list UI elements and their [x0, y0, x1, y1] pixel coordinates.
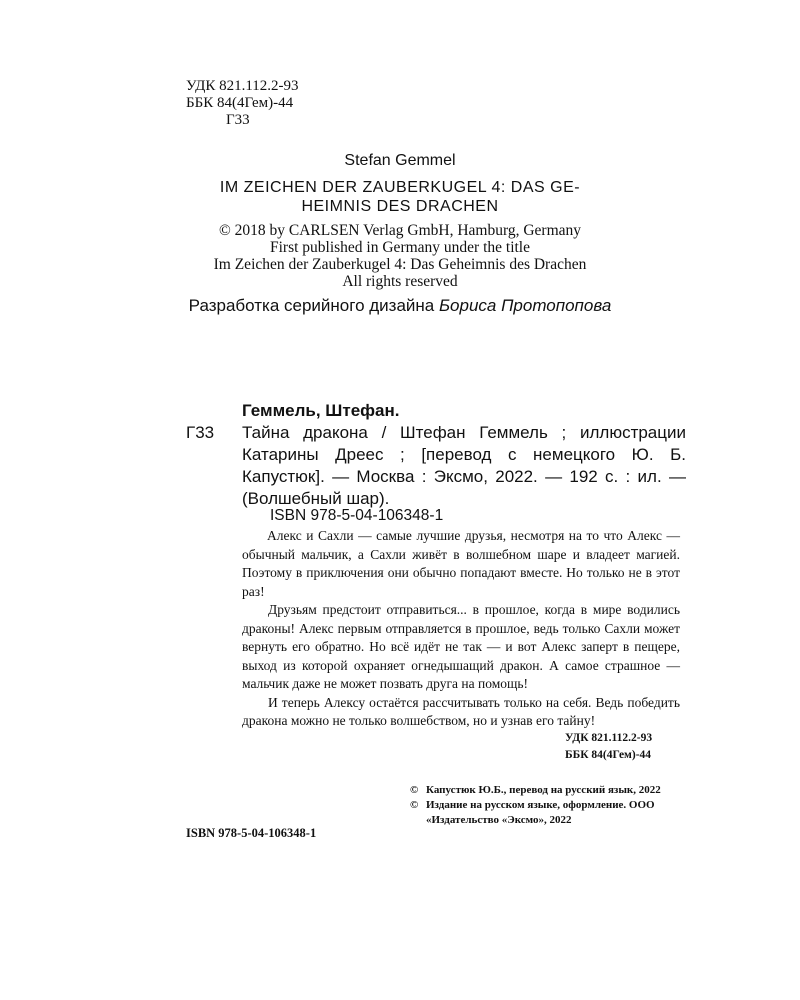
annotation-paragraph: И теперь Алексу остаётся рассчитывать только на себя. Ведь победить дракона можно не только волшебством, но и узнав его тайну! — [242, 694, 680, 728]
original-title — [150, 178, 650, 216]
annotation — [242, 527, 680, 731]
series-designer-name: Бориса Протопопова — [438, 296, 612, 315]
copyright-line: All rights reserved — [342, 273, 458, 290]
copyright-line: First published in Germany under the title — [269, 239, 530, 256]
copyright-ru-text: Капустюк Ю.Б., перевод на русский язык, 2022 — [426, 784, 661, 796]
copyright-ru-item — [410, 798, 690, 828]
bbk-code: ББК 84(4Гем)-44 — [186, 95, 294, 111]
copyright-symbol: © — [410, 784, 419, 796]
catalog-isbn: ISBN 978-5-04-106348-1 — [270, 507, 444, 524]
classification-codes — [186, 78, 299, 129]
original-copyright — [150, 222, 650, 290]
udk-code: УДК 821.112.2-93 — [186, 78, 299, 94]
series-design-text: Разработка серийного дизайна — [188, 296, 439, 315]
original-title-line: IM ZEICHEN DER ZAUBERKUGEL 4: DAS GE- — [219, 179, 581, 196]
catalog-author: Геммель, Штефан. — [242, 401, 400, 420]
annotation-paragraph: Алекс и Сахли — самые лучшие друзья, несмотря на то что Алекс — обычный мальчик, а Сахли живёт в волшебном шаре и владеет магией. Поэтому в приключения они обычно попадают вместе. Но только не в этот раз! — [242, 528, 680, 599]
series-design-credit — [150, 296, 650, 316]
catalog-entry — [186, 400, 686, 510]
author-sign: Г33 — [226, 112, 250, 128]
catalog-author-sign: Г33 — [186, 423, 215, 442]
original-author: Stefan Gemmel — [344, 152, 456, 169]
catalog-description-block — [186, 422, 686, 510]
copyright-line: Im Zeichen der Zauberkugel 4: Das Geheimnis des Drachen — [213, 256, 587, 273]
copyright-line: © 2018 by CARLSEN Verlag GmbH, Hamburg, Germany — [218, 222, 582, 239]
bottom-udk-code: УДК 821.112.2-93 — [565, 732, 653, 744]
copyright-ru-text: Издание на русском языке, оформление. ООО «Издательство «Эксмо», 2022 — [426, 799, 655, 826]
copyright-symbol: © — [410, 799, 419, 811]
annotation-paragraph: Друзьям предстоит отправиться... в прошлое, когда в мире водились драконы! Алекс первым отправляется в прошлое, ведь только Сахли может вернуть его обратно. Но всё идёт не так — и вот Алекс заперт в пещере, выход из которой охраняет огнедышащий дракон. А самое страшное — мальчик даже не может позвать друга на помощь! — [242, 602, 680, 691]
catalog-description: Тайна дракона / Штефан Геммель ; иллюстрации Катарины Дреес ; [перевод с немецкого Ю. Б. Капустюк]. — Москва : Эксмо, 2022. — 192 с. : ил. — (Волшебный шар). — [242, 423, 686, 508]
copyright-ru-item — [410, 783, 690, 798]
russian-copyrights — [410, 783, 690, 828]
bottom-isbn: ISBN 978-5-04-106348-1 — [186, 826, 317, 840]
bottom-bbk-code: ББК 84(4Гем)-44 — [565, 749, 652, 761]
bottom-classification-codes — [565, 730, 652, 764]
original-title-line: HEIMNIS DES DRACHEN — [301, 198, 499, 215]
